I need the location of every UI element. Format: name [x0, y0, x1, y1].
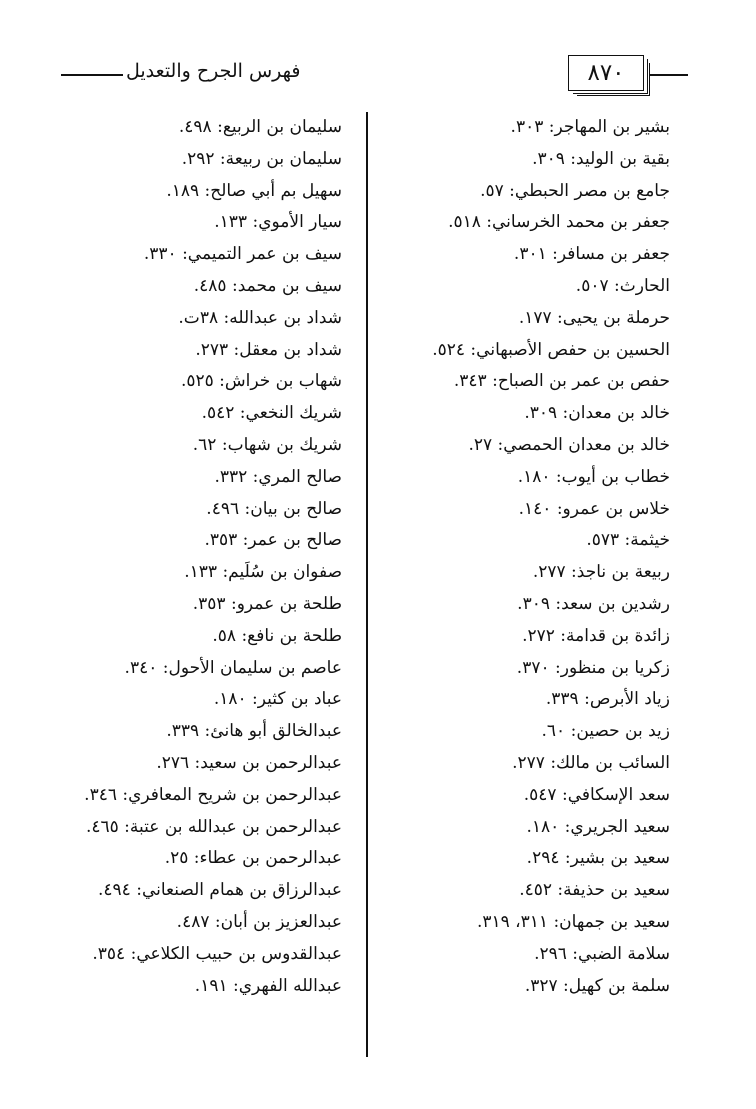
index-entry: طلحة بن عمرو: ٣٥٣.	[192, 593, 342, 614]
index-entry: سيف بن عمر التميمي: ٣٣٠.	[143, 244, 342, 265]
index-entry: طلحة بن نافع: ٥٨.	[212, 625, 342, 646]
index-entry: الحسين بن حفص الأصبهاني: ٥٢٤.	[432, 339, 670, 360]
index-entry: خيثمة: ٥٧٣.	[586, 530, 670, 551]
index-entry: سعيد بن حذيفة: ٤٥٢.	[519, 880, 670, 901]
index-entry: عبدالرزاق بن همام الصنعاني: ٤٩٤.	[98, 880, 342, 901]
index-entry: سعد الإسكافي: ٥٤٧.	[523, 784, 670, 805]
index-entry: سعيد بن بشير: ٢٩٤.	[526, 848, 670, 869]
index-entry: زائدة بن قدامة: ٢٧٢.	[522, 625, 670, 646]
index-entry: سعيد الجريري: ١٨٠.	[526, 816, 670, 837]
index-entry: سيار الأموي: ١٣٣.	[214, 212, 342, 233]
index-entry: عبدالخالق أبو هانئ: ٣٣٩.	[166, 721, 342, 742]
index-entry: شهاب بن خراش: ٥٢٥.	[180, 371, 342, 392]
index-entry: شريك النخعي: ٥٤٢.	[201, 403, 342, 424]
index-entry: عبدالرحمن بن عطاء: ٢٥.	[164, 848, 342, 869]
index-entry: زيد بن حصين: ٦٠.	[541, 721, 670, 742]
index-entry: شداد بن معقل: ٢٧٣.	[195, 339, 342, 360]
index-column-right	[380, 112, 670, 1002]
index-entry: جعفر بن مسافر: ٣٠١.	[513, 244, 670, 265]
index-column-left	[40, 112, 342, 1002]
index-entry: عبدالقدوس بن حبيب الكلاعي: ٣٥٤.	[92, 943, 342, 964]
page-header	[0, 50, 756, 100]
index-entry: بشير بن المهاجر: ٣٠٣.	[510, 117, 670, 137]
index-entry: عبدالرحمن بن عبدالله بن عتبة: ٤٦٥.	[85, 816, 342, 837]
index-entry: عاصم بن سليمان الأحول: ٣٤٠.	[124, 657, 342, 678]
index-entry: شداد بن عبدالله: ٣٨ت.	[178, 307, 342, 328]
index-entry: خلاس بن عمرو: ١٤٠.	[518, 498, 670, 519]
index-entry: سيف بن محمد: ٤٨٥.	[193, 275, 342, 296]
index-entry: السائب بن مالك: ٢٧٧.	[512, 752, 670, 773]
index-entry: سليمان بن الربيع: ٤٩٨.	[178, 117, 342, 137]
index-entry: رشدين بن سعد: ٣٠٩.	[517, 593, 670, 614]
index-entry: عباد بن كثير: ١٨٠.	[213, 689, 342, 710]
index-entry: خالد بن معدان الحمصي: ٢٧.	[468, 434, 670, 455]
page-number-box	[568, 55, 648, 93]
index-entry: عبدالعزيز بن أبان: ٤٨٧.	[176, 911, 342, 932]
index-entry: سلامة الضبي: ٢٩٦.	[534, 943, 670, 964]
index-entry: حفص بن عمر بن الصباح: ٣٤٣.	[453, 371, 670, 392]
index-entry: صالح بن بيان: ٤٩٦.	[206, 498, 342, 519]
page-number-frame	[568, 55, 644, 91]
index-entry: جامع بن مصر الحبطي: ٥٧.	[480, 180, 670, 201]
running-title: فهرس الجرح والتعديل	[126, 60, 301, 82]
index-entry: بقية بن الوليد: ٣٠٩.	[532, 148, 670, 169]
index-entry: صفوان بن سُلَيم: ١٣٣.	[184, 562, 342, 583]
index-entry: سلمة بن كهيل: ٣٢٧.	[524, 975, 670, 996]
page-number: ٨٧٠	[587, 60, 625, 86]
index-entry: الحارث: ٥٠٧.	[575, 275, 670, 296]
index-entry: حرملة بن يحيى: ١٧٧.	[518, 307, 670, 328]
index-entry: عبدالرحمن بن شريح المعافري: ٣٤٦.	[84, 784, 342, 805]
index-entry: سهيل بم أبي صالح: ١٨٩.	[166, 180, 342, 201]
index-entry: زكريا بن منظور: ٣٧٠.	[516, 657, 670, 678]
index-entry: عبدالله الفهري: ١٩١.	[194, 975, 342, 996]
index-entry: خطاب بن أيوب: ١٨٠.	[517, 466, 670, 487]
index-entry: شريك بن شهاب: ٦٢.	[192, 434, 342, 455]
index-entry: سليمان بن ربيعة: ٢٩٢.	[181, 148, 342, 169]
index-entry: عبدالرحمن بن سعيد: ٢٧٦.	[156, 752, 342, 773]
index-entry: صالح المري: ٣٣٢.	[214, 466, 342, 487]
index-entry: صالح بن عمر: ٣٥٣.	[204, 530, 342, 551]
index-entry: خالد بن معدان: ٣٠٩.	[524, 403, 670, 424]
header-rule-left	[61, 74, 123, 76]
index-entry: ربيعة بن ناجذ: ٢٧٧.	[532, 562, 670, 583]
index-entry: سعيد بن جمهان: ٣١١، ٣١٩.	[476, 911, 670, 932]
index-entry: زياد الأبرص: ٣٣٩.	[545, 689, 670, 710]
column-divider	[366, 112, 368, 1057]
index-entry: جعفر بن محمد الخرساني: ٥١٨.	[448, 212, 670, 233]
header-rule-right	[650, 74, 688, 76]
